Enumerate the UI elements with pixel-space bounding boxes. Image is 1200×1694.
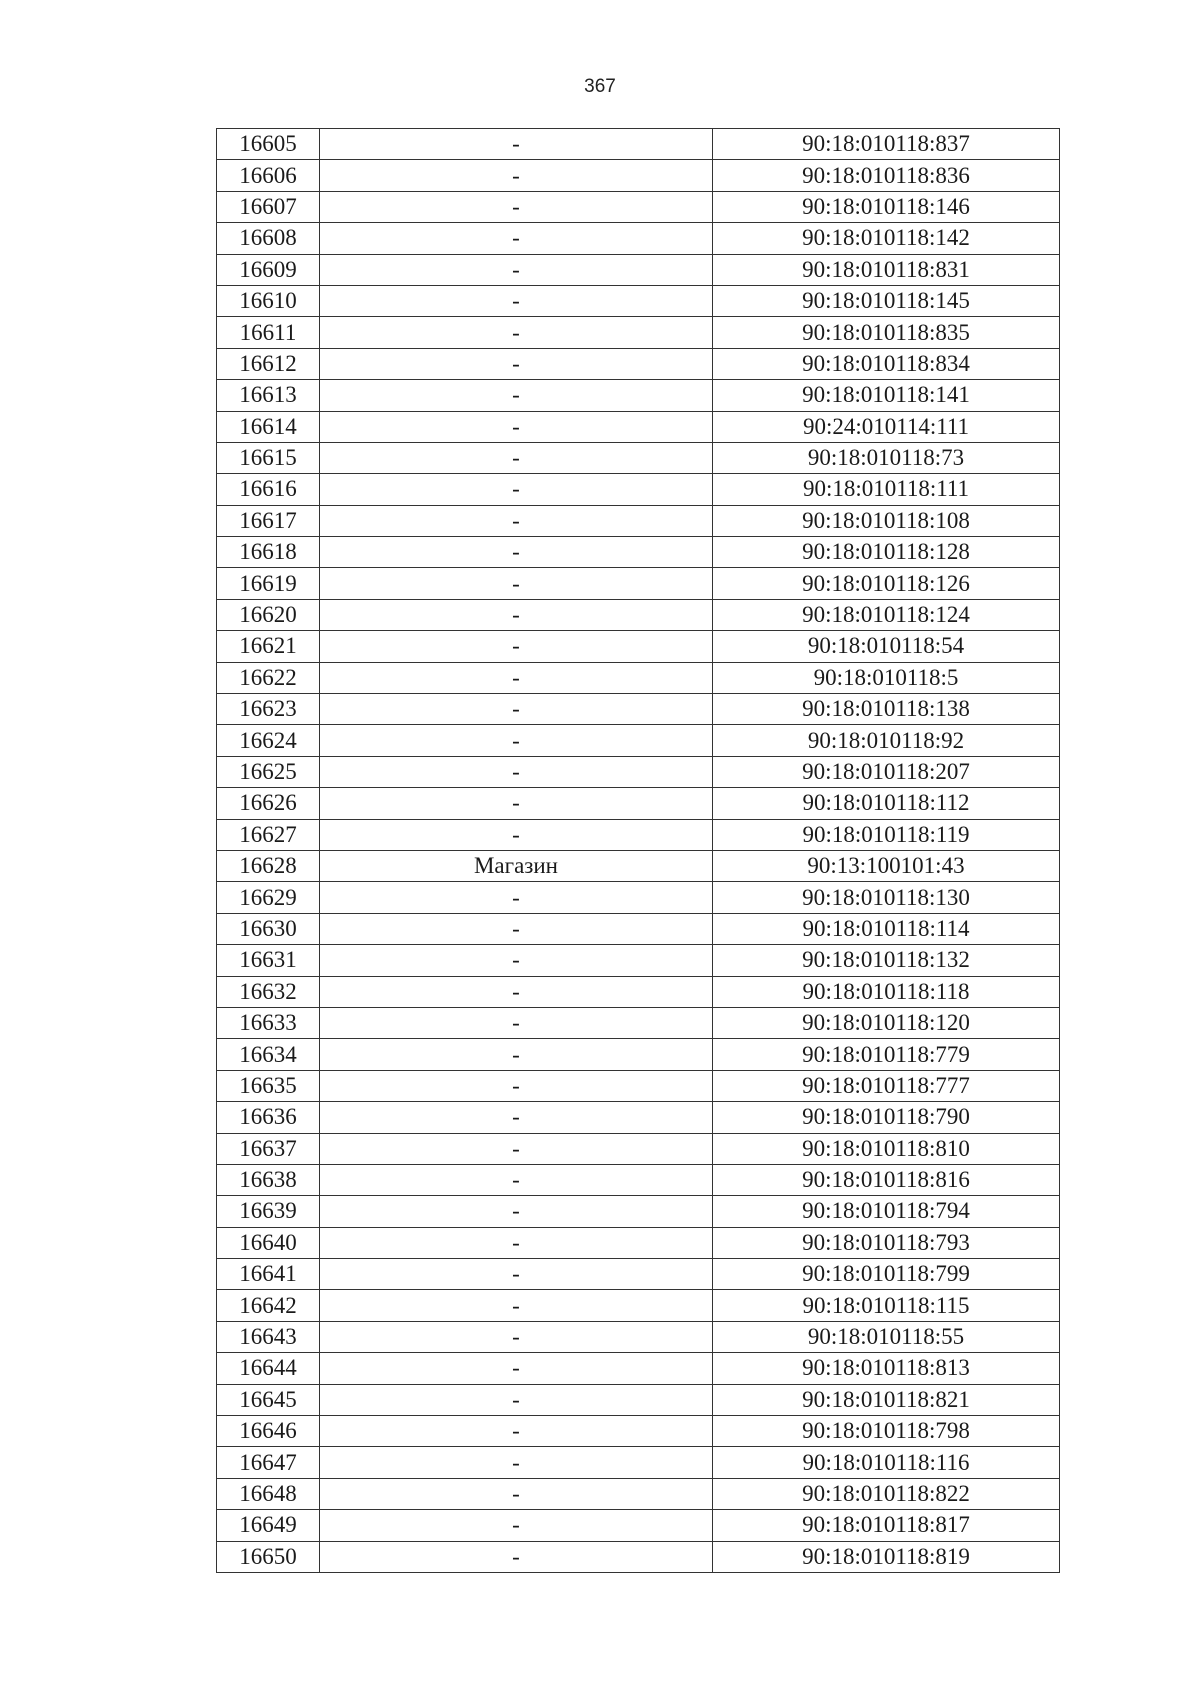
object-name-cell: -: [320, 1227, 713, 1258]
row-number-cell: 16621: [217, 631, 320, 662]
row-number-cell: 16645: [217, 1384, 320, 1415]
row-number-cell: 16643: [217, 1321, 320, 1352]
table-row: [217, 945, 1060, 976]
table-row: [217, 1384, 1060, 1415]
row-number-cell: 16617: [217, 505, 320, 536]
row-number-cell: 16615: [217, 442, 320, 473]
object-name-cell: -: [320, 662, 713, 693]
table-row: [217, 1102, 1060, 1133]
table-row: [217, 1133, 1060, 1164]
object-name-cell: -: [320, 568, 713, 599]
object-name-cell: -: [320, 380, 713, 411]
row-number-cell: 16629: [217, 882, 320, 913]
cadastral-number-cell: 90:18:010118:112: [713, 788, 1060, 819]
cadastral-number-cell: 90:18:010118:116: [713, 1447, 1060, 1478]
row-number-cell: 16639: [217, 1196, 320, 1227]
cadastral-number-cell: 90:18:010118:119: [713, 819, 1060, 850]
table-row: [217, 819, 1060, 850]
object-name-cell: -: [320, 1290, 713, 1321]
row-number-cell: 16623: [217, 694, 320, 725]
table-row: [217, 537, 1060, 568]
row-number-cell: 16606: [217, 160, 320, 191]
row-number-cell: 16633: [217, 1007, 320, 1038]
row-number-cell: 16631: [217, 945, 320, 976]
row-number-cell: 16627: [217, 819, 320, 850]
table-row: [217, 1478, 1060, 1509]
object-name-cell: -: [320, 411, 713, 442]
row-number-cell: 16649: [217, 1510, 320, 1541]
cadastral-number-cell: 90:18:010118:819: [713, 1541, 1060, 1572]
table-row: [217, 1447, 1060, 1478]
object-name-cell: -: [320, 537, 713, 568]
table-row: [217, 348, 1060, 379]
cadastral-number-cell: 90:18:010118:141: [713, 380, 1060, 411]
table-row: [217, 1353, 1060, 1384]
table-row: [217, 1416, 1060, 1447]
object-name-cell: -: [320, 1070, 713, 1101]
cadastral-number-cell: 90:18:010118:124: [713, 599, 1060, 630]
cadastral-number-cell: 90:18:010118:132: [713, 945, 1060, 976]
cadastral-number-cell: 90:18:010118:108: [713, 505, 1060, 536]
row-number-cell: 16610: [217, 285, 320, 316]
table-row: [217, 631, 1060, 662]
object-name-cell: -: [320, 1510, 713, 1541]
object-name-cell: -: [320, 1321, 713, 1352]
table-row: [217, 1039, 1060, 1070]
row-number-cell: 16634: [217, 1039, 320, 1070]
table-row: [217, 1541, 1060, 1572]
row-number-cell: 16632: [217, 976, 320, 1007]
table-body: [217, 129, 1060, 1573]
object-name-cell: -: [320, 1133, 713, 1164]
cadastral-number-cell: 90:18:010118:145: [713, 285, 1060, 316]
cadastral-number-cell: 90:18:010118:793: [713, 1227, 1060, 1258]
cadastral-number-cell: 90:13:100101:43: [713, 850, 1060, 881]
object-name-cell: -: [320, 599, 713, 630]
object-name-cell: -: [320, 317, 713, 348]
object-name-cell: -: [320, 1353, 713, 1384]
row-number-cell: 16642: [217, 1290, 320, 1321]
object-name-cell: -: [320, 129, 713, 160]
table-row: [217, 1070, 1060, 1101]
table-row: [217, 599, 1060, 630]
row-number-cell: 16630: [217, 913, 320, 944]
cadastral-number-cell: 90:18:010118:130: [713, 882, 1060, 913]
table-row: [217, 756, 1060, 787]
table-row: [217, 254, 1060, 285]
cadastral-number-cell: 90:18:010118:120: [713, 1007, 1060, 1038]
cadastral-number-cell: 90:18:010118:837: [713, 129, 1060, 160]
row-number-cell: 16608: [217, 223, 320, 254]
cadastral-number-cell: 90:24:010114:111: [713, 411, 1060, 442]
row-number-cell: 16641: [217, 1259, 320, 1290]
row-number-cell: 16648: [217, 1478, 320, 1509]
table-row: [217, 976, 1060, 1007]
cadastral-number-cell: 90:18:010118:834: [713, 348, 1060, 379]
table-row: [217, 191, 1060, 222]
page-number: 367: [584, 76, 616, 97]
object-name-cell: -: [320, 474, 713, 505]
row-number-cell: 16640: [217, 1227, 320, 1258]
cadastral-number-cell: 90:18:010118:111: [713, 474, 1060, 505]
table-row: [217, 1290, 1060, 1321]
object-name-cell: -: [320, 819, 713, 850]
cadastral-number-cell: 90:18:010118:92: [713, 725, 1060, 756]
row-number-cell: 16613: [217, 380, 320, 411]
object-name-cell: -: [320, 505, 713, 536]
table-row: [217, 160, 1060, 191]
row-number-cell: 16605: [217, 129, 320, 160]
cadastral-number-cell: 90:18:010118:836: [713, 160, 1060, 191]
table-row: [217, 694, 1060, 725]
object-name-cell: -: [320, 725, 713, 756]
cadastral-number-cell: 90:18:010118:822: [713, 1478, 1060, 1509]
table-row: [217, 1164, 1060, 1195]
table-row: [217, 882, 1060, 913]
row-number-cell: 16644: [217, 1353, 320, 1384]
object-name-cell: -: [320, 254, 713, 285]
row-number-cell: 16647: [217, 1447, 320, 1478]
object-name-cell: -: [320, 1541, 713, 1572]
row-number-cell: 16618: [217, 537, 320, 568]
row-number-cell: 16609: [217, 254, 320, 285]
cadastral-number-cell: 90:18:010118:126: [713, 568, 1060, 599]
object-name-cell: -: [320, 1416, 713, 1447]
row-number-cell: 16612: [217, 348, 320, 379]
cadastral-number-cell: 90:18:010118:138: [713, 694, 1060, 725]
object-name-cell: -: [320, 160, 713, 191]
object-name-cell: -: [320, 1164, 713, 1195]
cadastral-number-cell: 90:18:010118:835: [713, 317, 1060, 348]
table-row: [217, 1259, 1060, 1290]
row-number-cell: 16619: [217, 568, 320, 599]
object-name-cell: Магазин: [320, 850, 713, 881]
cadastral-number-cell: 90:18:010118:115: [713, 1290, 1060, 1321]
cadastral-number-cell: 90:18:010118:810: [713, 1133, 1060, 1164]
cadastral-number-cell: 90:18:010118:777: [713, 1070, 1060, 1101]
object-name-cell: -: [320, 1478, 713, 1509]
object-name-cell: -: [320, 1007, 713, 1038]
table-row: [217, 317, 1060, 348]
row-number-cell: 16636: [217, 1102, 320, 1133]
object-name-cell: -: [320, 788, 713, 819]
object-name-cell: -: [320, 1447, 713, 1478]
table-row: [217, 850, 1060, 881]
object-name-cell: -: [320, 882, 713, 913]
row-number-cell: 16625: [217, 756, 320, 787]
table-row: [217, 1196, 1060, 1227]
object-name-cell: -: [320, 1384, 713, 1415]
object-name-cell: -: [320, 223, 713, 254]
table-row: [217, 474, 1060, 505]
cadastral-number-cell: 90:18:010118:799: [713, 1259, 1060, 1290]
object-name-cell: -: [320, 631, 713, 662]
cadastral-number-cell: 90:18:010118:817: [713, 1510, 1060, 1541]
object-name-cell: -: [320, 1039, 713, 1070]
object-name-cell: -: [320, 191, 713, 222]
cadastral-number-cell: 90:18:010118:779: [713, 1039, 1060, 1070]
row-number-cell: 16616: [217, 474, 320, 505]
cadastral-number-cell: 90:18:010118:142: [713, 223, 1060, 254]
table-row: [217, 223, 1060, 254]
table-row: [217, 411, 1060, 442]
object-name-cell: -: [320, 1102, 713, 1133]
cadastral-number-cell: 90:18:010118:73: [713, 442, 1060, 473]
table-row: [217, 285, 1060, 316]
cadastral-number-cell: 90:18:010118:5: [713, 662, 1060, 693]
cadastral-number-cell: 90:18:010118:821: [713, 1384, 1060, 1415]
object-name-cell: -: [320, 1259, 713, 1290]
row-number-cell: 16622: [217, 662, 320, 693]
row-number-cell: 16650: [217, 1541, 320, 1572]
table-row: [217, 1227, 1060, 1258]
row-number-cell: 16620: [217, 599, 320, 630]
cadastral-number-cell: 90:18:010118:55: [713, 1321, 1060, 1352]
object-name-cell: -: [320, 285, 713, 316]
row-number-cell: 16614: [217, 411, 320, 442]
object-name-cell: -: [320, 976, 713, 1007]
cadastral-number-cell: 90:18:010118:798: [713, 1416, 1060, 1447]
row-number-cell: 16635: [217, 1070, 320, 1101]
cadastral-number-cell: 90:18:010118:831: [713, 254, 1060, 285]
table-row: [217, 1007, 1060, 1038]
cadastral-number-cell: 90:18:010118:54: [713, 631, 1060, 662]
object-name-cell: -: [320, 756, 713, 787]
row-number-cell: 16646: [217, 1416, 320, 1447]
table-row: [217, 913, 1060, 944]
row-number-cell: 16611: [217, 317, 320, 348]
table-row: [217, 442, 1060, 473]
object-name-cell: -: [320, 694, 713, 725]
table-row: [217, 725, 1060, 756]
cadastral-number-cell: 90:18:010118:128: [713, 537, 1060, 568]
cadastral-number-cell: 90:18:010118:794: [713, 1196, 1060, 1227]
object-name-cell: -: [320, 1196, 713, 1227]
table-row: [217, 1510, 1060, 1541]
object-name-cell: -: [320, 442, 713, 473]
cadastral-number-cell: 90:18:010118:207: [713, 756, 1060, 787]
row-number-cell: 16628: [217, 850, 320, 881]
cadastral-number-cell: 90:18:010118:790: [713, 1102, 1060, 1133]
row-number-cell: 16624: [217, 725, 320, 756]
object-name-cell: -: [320, 913, 713, 944]
cadastral-number-cell: 90:18:010118:813: [713, 1353, 1060, 1384]
registry-table: [216, 128, 1060, 1573]
cadastral-number-cell: 90:18:010118:114: [713, 913, 1060, 944]
cadastral-number-cell: 90:18:010118:146: [713, 191, 1060, 222]
cadastral-number-cell: 90:18:010118:118: [713, 976, 1060, 1007]
table-row: [217, 380, 1060, 411]
table-row: [217, 568, 1060, 599]
row-number-cell: 16637: [217, 1133, 320, 1164]
table-row: [217, 1321, 1060, 1352]
table-row: [217, 662, 1060, 693]
object-name-cell: -: [320, 348, 713, 379]
row-number-cell: 16638: [217, 1164, 320, 1195]
table-row: [217, 505, 1060, 536]
table-row: [217, 129, 1060, 160]
table-row: [217, 788, 1060, 819]
object-name-cell: -: [320, 945, 713, 976]
cadastral-number-cell: 90:18:010118:816: [713, 1164, 1060, 1195]
row-number-cell: 16626: [217, 788, 320, 819]
row-number-cell: 16607: [217, 191, 320, 222]
